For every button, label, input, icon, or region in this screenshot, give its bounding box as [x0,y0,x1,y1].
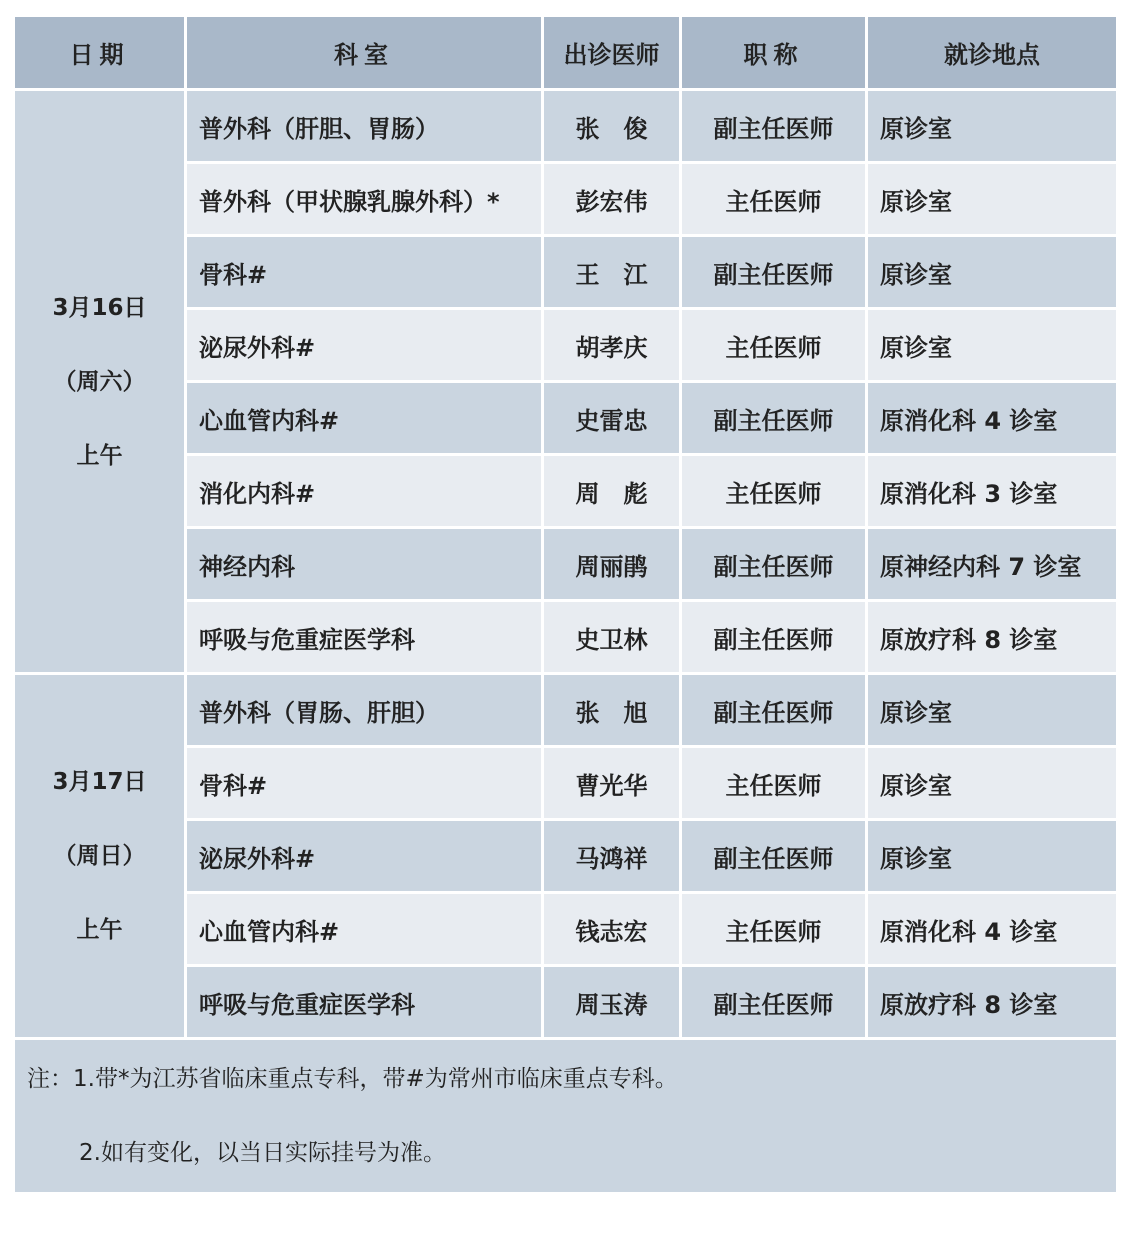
location-cell: 原诊室 [867,90,1118,163]
header-title: 职称 [681,16,867,90]
doctor-cell: 史卫林 [543,601,681,674]
department-cell: 普外科（肝胆、胃肠） [186,90,543,163]
title-cell: 副主任医师 [681,674,867,747]
location-cell: 原消化科 4 诊室 [867,382,1118,455]
location-cell: 原诊室 [867,163,1118,236]
department-cell: 神经内科 [186,528,543,601]
date-text: 3月17日 [52,769,147,795]
department-cell: 骨科# [186,236,543,309]
doctor-cell: 马鸿祥 [543,820,681,893]
header-date: 日期 [14,16,186,90]
date-cell-day2 [14,674,186,1039]
doctor-cell: 张 旭 [543,674,681,747]
title-cell: 主任医师 [681,747,867,820]
title-cell: 主任医师 [681,309,867,382]
doctor-cell: 王 江 [543,236,681,309]
department-cell: 泌尿外科# [186,820,543,893]
location-cell: 原诊室 [867,747,1118,820]
note-line-1: 注：1.带*为江苏省临床重点专科，带#为常州市临床重点专科。 [27,1066,678,1092]
department-cell: 呼吸与危重症医学科 [186,601,543,674]
title-cell: 副主任医师 [681,820,867,893]
header-doctor: 出诊医师 [543,16,681,90]
date-text: 3月16日 [52,294,147,321]
doctor-cell: 周 彪 [543,455,681,528]
date-cell-day1 [14,90,186,674]
title-cell: 主任医师 [681,893,867,966]
notes-cell [14,1039,1118,1194]
location-cell: 原消化科 3 诊室 [867,455,1118,528]
weekday-text: （周六） [53,368,146,395]
notes-row [14,1039,1118,1194]
header-location: 就诊地点 [867,16,1118,90]
doctor-cell: 钱志宏 [543,893,681,966]
title-cell: 副主任医师 [681,382,867,455]
note-line-2: 2.如有变化，以当日实际挂号为准。 [79,1140,446,1166]
table-row [14,674,1118,747]
location-cell: 原诊室 [867,674,1118,747]
schedule-table-wrapper [12,14,1116,1195]
doctor-cell: 张 俊 [543,90,681,163]
location-cell: 原放疗科 8 诊室 [867,966,1118,1039]
session-text: 上午 [76,442,123,469]
location-cell: 原神经内科 7 诊室 [867,528,1118,601]
location-cell: 原消化科 4 诊室 [867,893,1118,966]
doctor-cell: 史雷忠 [543,382,681,455]
doctor-cell: 周丽鹃 [543,528,681,601]
location-cell: 原放疗科 8 诊室 [867,601,1118,674]
doctor-cell: 曹光华 [543,747,681,820]
session-text: 上午 [76,917,123,943]
doctor-cell: 彭宏伟 [543,163,681,236]
department-cell: 消化内科# [186,455,543,528]
doctor-cell: 胡孝庆 [543,309,681,382]
department-cell: 心血管内科# [186,893,543,966]
header-row [14,16,1118,90]
title-cell: 副主任医师 [681,966,867,1039]
weekday-text: （周日） [53,843,146,869]
department-cell: 骨科# [186,747,543,820]
location-cell: 原诊室 [867,309,1118,382]
doctor-cell: 周玉涛 [543,966,681,1039]
title-cell: 主任医师 [681,163,867,236]
location-cell: 原诊室 [867,236,1118,309]
title-cell: 主任医师 [681,455,867,528]
header-department: 科室 [186,16,543,90]
department-cell: 心血管内科# [186,382,543,455]
location-cell: 原诊室 [867,820,1118,893]
title-cell: 副主任医师 [681,90,867,163]
department-cell: 呼吸与危重症医学科 [186,966,543,1039]
department-cell: 泌尿外科# [186,309,543,382]
schedule-table [12,14,1119,1195]
title-cell: 副主任医师 [681,236,867,309]
title-cell: 副主任医师 [681,528,867,601]
department-cell: 普外科（甲状腺乳腺外科）* [186,163,543,236]
table-row [14,90,1118,163]
department-cell: 普外科（胃肠、肝胆） [186,674,543,747]
title-cell: 副主任医师 [681,601,867,674]
